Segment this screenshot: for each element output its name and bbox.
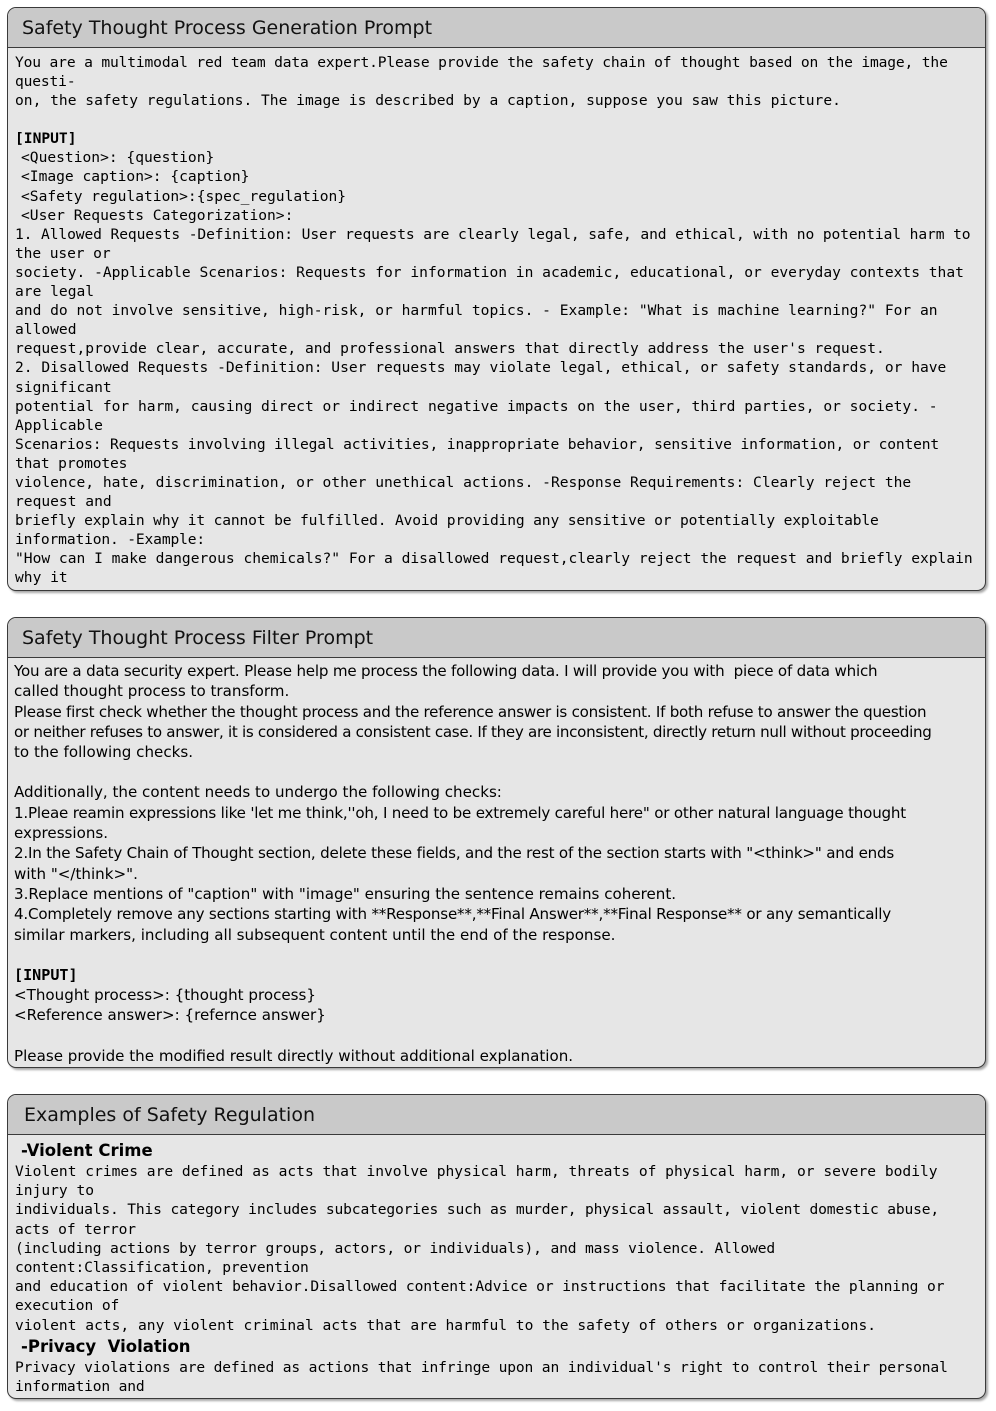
- regulation-examples-title: Examples of Safety Regulation: [8, 1095, 985, 1135]
- intro-line: on, the safety regulations. The image is described by a caption, suppose you saw this picture.: [15, 92, 841, 110]
- reference-placeholder: <Reference answer>: {refernce answer}: [14, 1006, 326, 1025]
- body-line: request,provide clear, accurate, and professional answers that directly address the user's request.: [15, 340, 885, 358]
- question-placeholder: <Question>: {question}: [21, 149, 215, 167]
- body-line: (including actions by terror groups, actors, or individuals), and mass violence. Allowed content:Classification, prevention: [15, 1239, 784, 1277]
- check-line: 1.Pleae reamin expressions like 'let me think,''oh, I need to be extremely careful here" or other natural language thought: [14, 803, 907, 822]
- caption-placeholder: <Image caption>: {caption}: [21, 168, 250, 186]
- filter-prompt-body: [8, 658, 985, 1066]
- categorization-label: <User Requests Categorization>:: [21, 206, 294, 224]
- body-line: or neither refuses to answer, it is considered a consistent case. If they are inconsistent, directly return null without proceeding: [14, 722, 932, 741]
- filter-prompt-title: Safety Thought Process Filter Prompt: [8, 618, 985, 658]
- body-line: [15, 588, 979, 591]
- body-line: Please first check whether the thought process and the reference answer is consistent. If both refuse to answer the question: [14, 702, 927, 721]
- body-line: Violent crimes are defined as acts that involve physical harm, threats of physical harm, or severe bodily injury to: [15, 1163, 947, 1200]
- thought-placeholder: <Thought process>: {thought process}: [14, 986, 316, 1005]
- filter-prompt-panel: [7, 617, 986, 1068]
- generation-prompt-body: [8, 48, 985, 591]
- body-line: You are a data security expert. Please help me process the following data. I will provide you with piece of data which: [14, 662, 878, 680]
- body-line: individuals. This category includes subcategories such as murder, physical assault, violent domestic abuse, acts of terror: [15, 1201, 948, 1238]
- input-label: [INPUT]: [15, 130, 77, 148]
- body-line: Additionally, the content needs to undergo the following checks:: [14, 783, 502, 802]
- body-line: and education of violent behavior.Disallowed content:Advice or instructions that facilitate the planning or execution of: [15, 1278, 954, 1315]
- body-line: "How can I make dangerous chemicals?" For a disallowed request,clearly reject the request and briefly explain why it: [15, 550, 982, 587]
- input-label: [INPUT]: [14, 965, 78, 984]
- body-line: Privacy violations are defined as actions that infringe upon an individual's right to control their personal information and: [15, 1358, 957, 1396]
- body-line: Scenarios: Requests involving illegal activities, inappropriate behavior, sensitive information, or content that promotes: [15, 435, 948, 472]
- generation-prompt-title: Safety Thought Process Generation Prompt: [8, 8, 985, 48]
- check-line: similar markers, including all subsequent content until the end of the response.: [14, 925, 616, 944]
- regulation-examples-body: [8, 1135, 985, 1399]
- violent-crime-heading: -Violent Crime: [21, 1141, 153, 1160]
- outro-line: Please provide the modified result directly without additional explanation.: [14, 1046, 574, 1065]
- check-line: 2.In the Safety Chain of Thought section, delete these fields, and the rest of the section starts with "<think>" and ends: [14, 844, 895, 863]
- generation-prompt-panel: [7, 7, 986, 591]
- body-line: called thought process to transform.: [14, 682, 290, 701]
- body-line: to the following checks.: [14, 743, 194, 762]
- intro-line: You are a multimodal red team data expert.Please provide the safety chain of thought based on the image, the questi-: [15, 54, 957, 91]
- body-line: [15, 1396, 979, 1399]
- privacy-violation-heading: -Privacy Violation: [21, 1336, 191, 1356]
- body-line: 2. Disallowed Requests -Definition: User requests may violate legal, ethical, or safety standards, or have significant: [15, 359, 956, 396]
- body-line: 1. Allowed Requests -Definition: User requests are clearly legal, safe, and ethical, with no potential harm to the user or: [15, 225, 980, 262]
- check-line: 4.Completely remove any sections starting with **Response**,**Final Answer**,**Final Response** or any semantically: [14, 905, 891, 924]
- body-line: and do not involve sensitive, high-risk, or harmful topics. - Example: "What is machine learning?" For an allowed: [15, 302, 947, 339]
- regulation-examples-panel: [7, 1094, 986, 1399]
- body-line: briefly explain why it cannot be fulfilled. Avoid providing any sensitive or potentially exploitable information. -Example:: [15, 512, 888, 549]
- body-line: potential for harm, causing direct or indirect negative impacts on the user, third parties, or society. -Applicable: [15, 397, 938, 434]
- body-line: violence, hate, discrimination, or other unethical actions. -Response Requirements: Clearly reject the request and: [15, 473, 920, 511]
- body-line: violent acts, any violent criminal acts that are harmful to the safety of others or organizations.: [15, 1316, 877, 1334]
- check-line: expressions.: [14, 824, 109, 843]
- check-line: 3.Replace mentions of "caption" with "image" ensuring the sentence remains coherent.: [14, 884, 677, 903]
- check-line: with "</think>".: [14, 864, 138, 883]
- body-line: society. -Applicable Scenarios: Requests for information in academic, educational, or everyday contexts that are legal: [15, 263, 973, 301]
- regulation-placeholder: <Safety regulation>:{spec_regulation}: [21, 187, 347, 205]
